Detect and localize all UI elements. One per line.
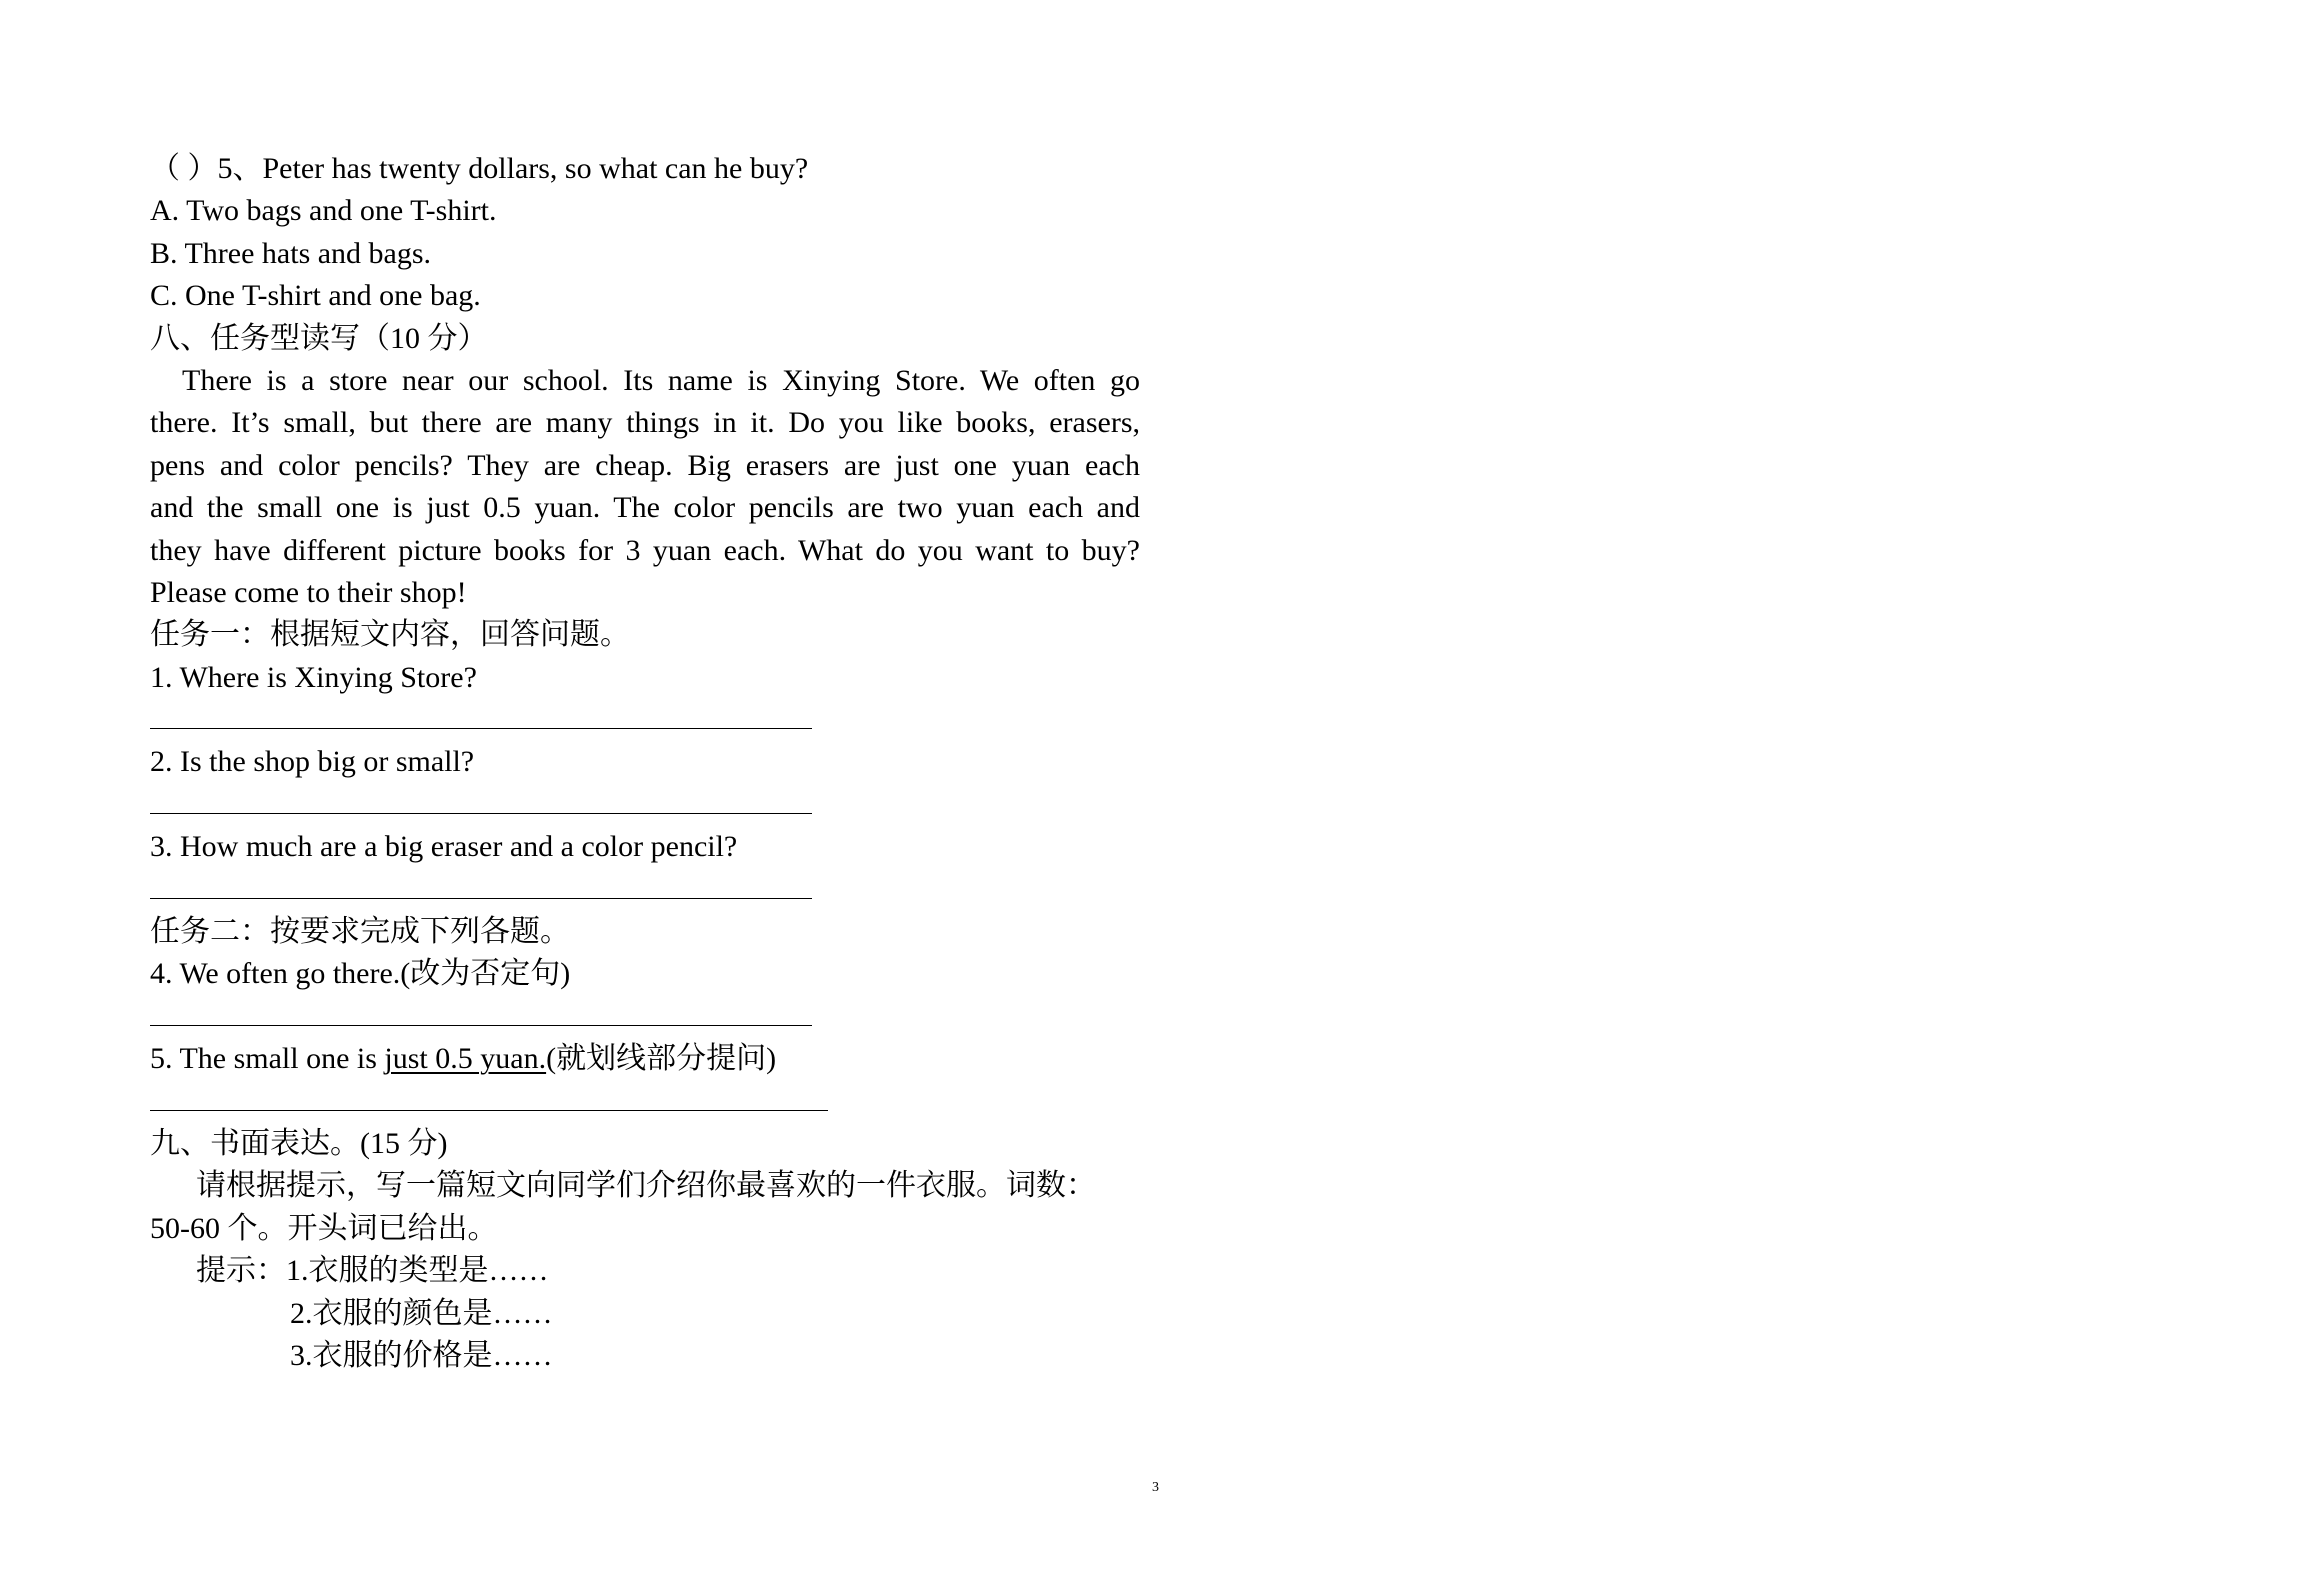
task-1-heading: 任务一：根据短文内容，回答问题。 <box>150 618 630 652</box>
passage-line-3: pens and color pencils? They are cheap. Big erasers are just one yuan each <box>150 448 1140 482</box>
answer-line-2[interactable] <box>150 784 1140 826</box>
writing-hint-1: 提示：1.衣服的类型是…… <box>196 1254 549 1288</box>
question-5-stem: （ ）5、Peter has twenty dollars, so what can he buy? <box>150 152 809 185</box>
writing-hint-2: 2.衣服的颜色是…… <box>290 1296 553 1330</box>
content-column <box>150 148 1140 1377</box>
question-5-prefix: 5. The small one is <box>150 1042 385 1076</box>
writing-instructions-line-2: 50-60 个。开头词已给出。 <box>150 1211 498 1245</box>
page-number: 3 <box>1152 1480 1159 1495</box>
section-9-heading: 九、书面表达。(15 分) <box>150 1126 448 1160</box>
task-1-question-2: 2. Is the shop big or small? <box>150 745 475 779</box>
answer-line-5[interactable] <box>150 1081 1140 1123</box>
question-5-option-b: B. Three hats and bags. <box>150 236 432 270</box>
task-2-question-4: 4. We often go there.(改为否定句) <box>150 957 571 991</box>
passage-line-1: There is a store near our school. Its name is Xinying Store. We often go <box>182 363 1140 397</box>
answer-rule <box>150 1110 828 1111</box>
passage-line-5: they have different picture books for 3 yuan each. What do you want to buy? <box>150 533 1140 567</box>
task-2-question-5 <box>150 1038 1140 1080</box>
question-5-option-a: A. Two bags and one T-shirt. <box>150 194 497 228</box>
question-5-suffix: (就划线部分提问) <box>546 1042 777 1076</box>
task-1-question-3: 3. How much are a big eraser and a color pencil? <box>150 830 738 864</box>
passage-line-6: Please come to their shop! <box>150 575 467 609</box>
answer-line-1[interactable] <box>150 699 1140 741</box>
passage-line-4: and the small one is just 0.5 yuan. The color pencils are two yuan each and <box>150 491 1140 525</box>
answer-rule <box>150 728 812 729</box>
answer-rule <box>150 1025 812 1026</box>
answer-rule <box>150 898 812 899</box>
task-2-heading: 任务二：按要求完成下列各题。 <box>150 915 570 949</box>
writing-hint-3: 3.衣服的价格是…… <box>290 1338 553 1372</box>
task-1-question-1: 1. Where is Xinying Store? <box>150 660 477 694</box>
section-8-heading: 八、任务型读写（10 分） <box>150 321 488 355</box>
underlined-phrase: just 0.5 yuan. <box>384 1042 547 1076</box>
answer-line-3[interactable] <box>150 869 1140 911</box>
answer-line-4[interactable] <box>150 996 1140 1038</box>
question-5-option-c: C. One T-shirt and one bag. <box>150 279 481 313</box>
answer-rule <box>150 813 812 814</box>
passage-line-2: there. It’s small, but there are many things in it. Do you like books, erasers, <box>150 406 1140 440</box>
writing-instructions-line-1: 请根据提示，写一篇短文向同学们介绍你最喜欢的一件衣服。词数： <box>196 1169 1096 1203</box>
